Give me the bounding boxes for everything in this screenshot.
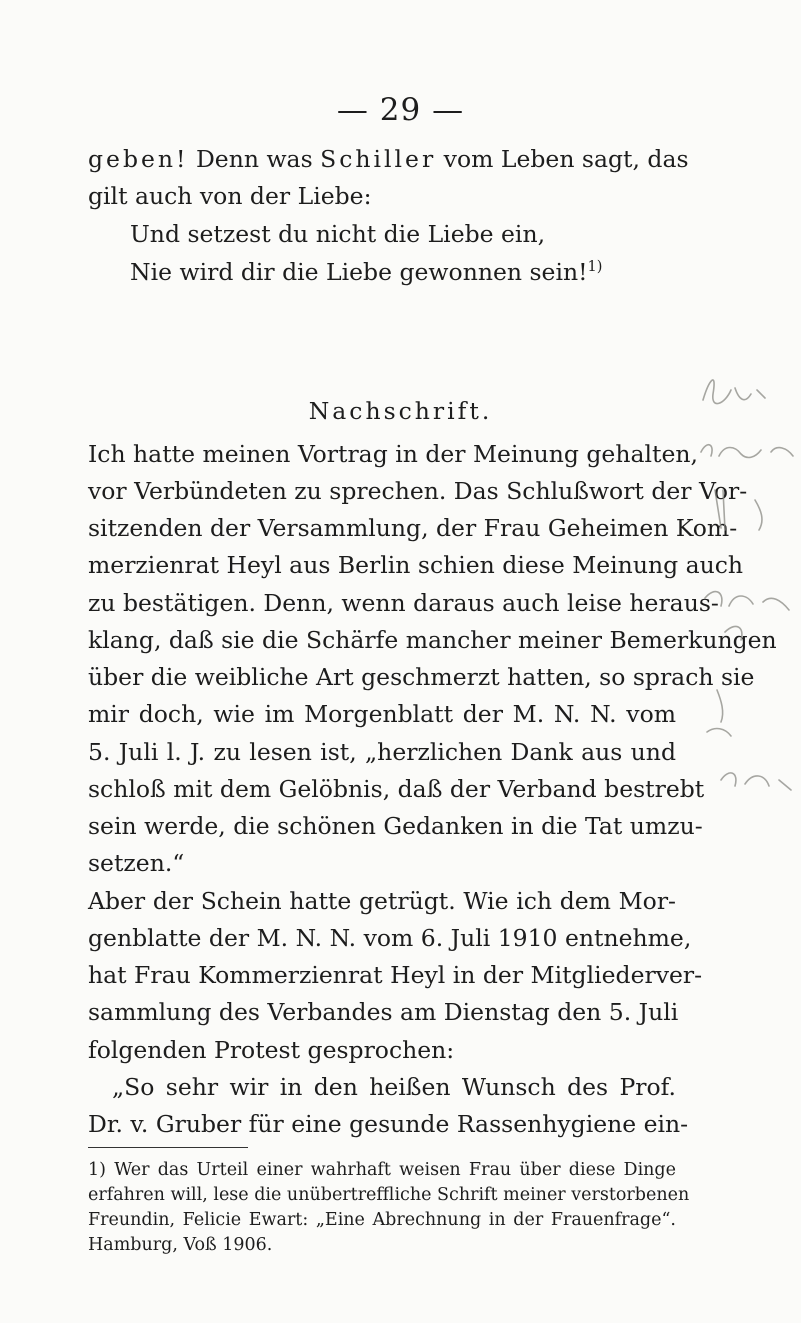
body-line: Ich hatte meinen Vortrag in der Meinung gehalten, <box>88 440 698 468</box>
body-line: sein werde, die schönen Gedanken in die Tat umzu- <box>88 812 703 840</box>
body-line: über die weibliche Art geschmerzt hatten, so sprach sie <box>88 663 755 691</box>
body-line: zu bestätigen. Denn, wenn daraus auch leise heraus- <box>88 589 719 617</box>
body-line: mir doch, wie im Morgenblatt der M. N. N. vom <box>88 700 676 728</box>
footnote-line: Hamburg, Voß 1906. <box>88 1235 273 1255</box>
body-line: sitzenden der Versammlung, der Frau Geheimen Kom- <box>88 514 738 542</box>
page-number: — 29 — <box>336 92 465 128</box>
body-line: hat Frau Kommerzienrat Heyl in der Mitgliederver- <box>88 961 703 989</box>
footnote-line: erfahren will, lese die unübertreffliche Schrift meiner verstorbenen <box>88 1185 690 1205</box>
footnote-line: Freundin, Felicie Ewart: „Eine Abrechnung in der Frauenfrage“. <box>88 1210 676 1230</box>
body-line: vor Verbündeten zu sprechen. Das Schlußwort der Vor- <box>88 477 748 505</box>
verse-line: Und setzest du nicht die Liebe ein, <box>130 220 546 248</box>
body-line: merzienrat Heyl aus Berlin schien diese Meinung auch <box>88 551 744 579</box>
verse-text: Nie wird dir die Liebe gewonnen sein! <box>130 258 588 286</box>
verse-line <box>130 258 603 286</box>
text-line: gilt auch von der Liebe: <box>88 182 372 210</box>
body-line: schloß mit dem Gelöbnis, daß der Verband bestrebt <box>88 775 705 803</box>
body-line: folgenden Protest gesprochen: <box>88 1036 455 1064</box>
body-line: klang, daß sie die Schärfe mancher meiner Bemerkungen <box>88 626 777 654</box>
body-line: sammlung des Verbandes am Dienstag den 5. Juli <box>88 998 679 1026</box>
handwritten-marginalia <box>695 360 801 800</box>
body-line: 5. Juli l. J. zu lesen ist, „herzlichen Dank aus und <box>88 738 676 766</box>
footnote-line: 1) Wer das Urteil einer wahrhaft weisen Frau über diese Dinge <box>88 1160 676 1180</box>
footnote-ref: 1) <box>587 258 603 276</box>
body-line: Dr. v. Gruber für eine gesunde Rassenhygiene ein- <box>88 1110 689 1138</box>
section-heading: Nachschrift. <box>308 397 493 425</box>
body-line: „So sehr wir in den heißen Wunsch des Prof. <box>112 1073 676 1101</box>
body-line: genblatte der M. N. N. vom 6. Juli 1910 entnehme, <box>88 924 692 952</box>
body-line: setzen.“ <box>88 849 185 877</box>
body-line: Aber der Schein hatte getrügt. Wie ich dem Mor- <box>88 887 676 915</box>
footnote-rule <box>88 1147 248 1148</box>
text-line: geben! Denn was Schiller vom Leben sagt, das <box>88 145 689 173</box>
